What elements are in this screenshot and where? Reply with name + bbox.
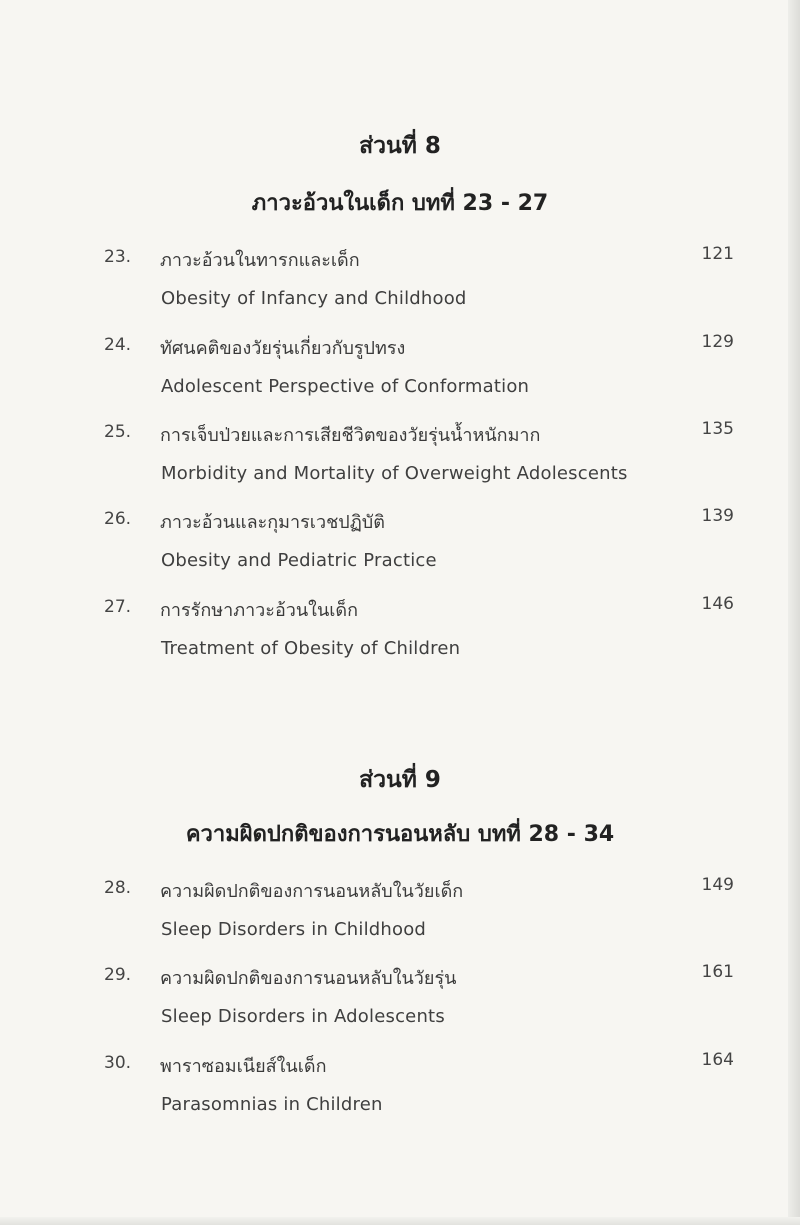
chapter-title-english: Morbidity and Mortality of Overweight Adolescents [161,463,628,484]
chapter-title-english: Obesity of Infancy and Childhood [161,288,467,309]
section-heading: ส่วนที่ 8 [359,133,441,159]
chapter-number: 26. [104,509,132,529]
toc-entry [0,244,800,335]
chapter-title-thai: ภาวะอ้วนในทารกและเด็ก [160,250,360,271]
page-number: 161 [701,962,734,982]
page-number: 146 [701,594,734,614]
chapter-title-thai: การรักษาภาวะอ้วนในเด็ก [160,600,359,621]
toc-entry [0,962,800,1053]
chapter-number: 25. [104,422,132,442]
chapter-title-thai: ทัศนคติของวัยรุ่นเกี่ยวกับรูปทรง [160,338,406,359]
chapter-title-english: Sleep Disorders in Adolescents [161,1006,445,1027]
chapter-number: 30. [104,1053,132,1073]
chapter-title-english: Treatment of Obesity of Children [161,638,461,659]
chapter-number: 24. [104,335,132,355]
chapter-title-thai: ภาวะอ้วนและกุมารเวชปฏิบัติ [160,512,385,533]
chapter-title-thai: ความผิดปกติของการนอนหลับในวัยเด็ก [160,881,464,902]
section-subheading: ภาวะอ้วนในเด็ก บทที่ 23 - 27 [251,191,549,216]
page-number: 129 [701,332,734,352]
chapter-title-english: Parasomnias in Children [161,1094,383,1115]
page-number: 149 [701,875,734,895]
toc-entry [0,506,800,597]
page-number: 139 [701,506,734,526]
toc-entry [0,419,800,510]
chapter-title-thai: พาราซอมเนียส์ในเด็ก [160,1056,327,1077]
toc-entry [0,875,800,966]
section-heading: ส่วนที่ 9 [359,767,441,793]
toc-entry [0,1050,800,1141]
page-number: 121 [701,244,734,264]
page-number: 135 [701,419,734,439]
toc-entry [0,332,800,423]
chapter-title-thai: ความผิดปกติของการนอนหลับในวัยรุ่น [160,968,457,989]
chapter-number: 27. [104,597,132,617]
chapter-number: 29. [104,965,132,985]
chapter-title-english: Sleep Disorders in Childhood [161,919,427,940]
chapter-number: 23. [104,247,132,267]
chapter-title-english: Obesity and Pediatric Practice [161,550,437,571]
page-number: 164 [701,1050,734,1070]
section-subheading: ความผิดปกติของการนอนหลับ บทที่ 28 - 34 [185,822,615,847]
chapter-title-thai: การเจ็บป่วยและการเสียชีวิตของวัยรุ่นน้ำหนักมาก [160,425,541,446]
toc-entry [0,594,800,685]
page-edge-bottom [0,1217,800,1225]
chapter-title-english: Adolescent Perspective of Conformation [161,376,530,397]
chapter-number: 28. [104,878,132,898]
